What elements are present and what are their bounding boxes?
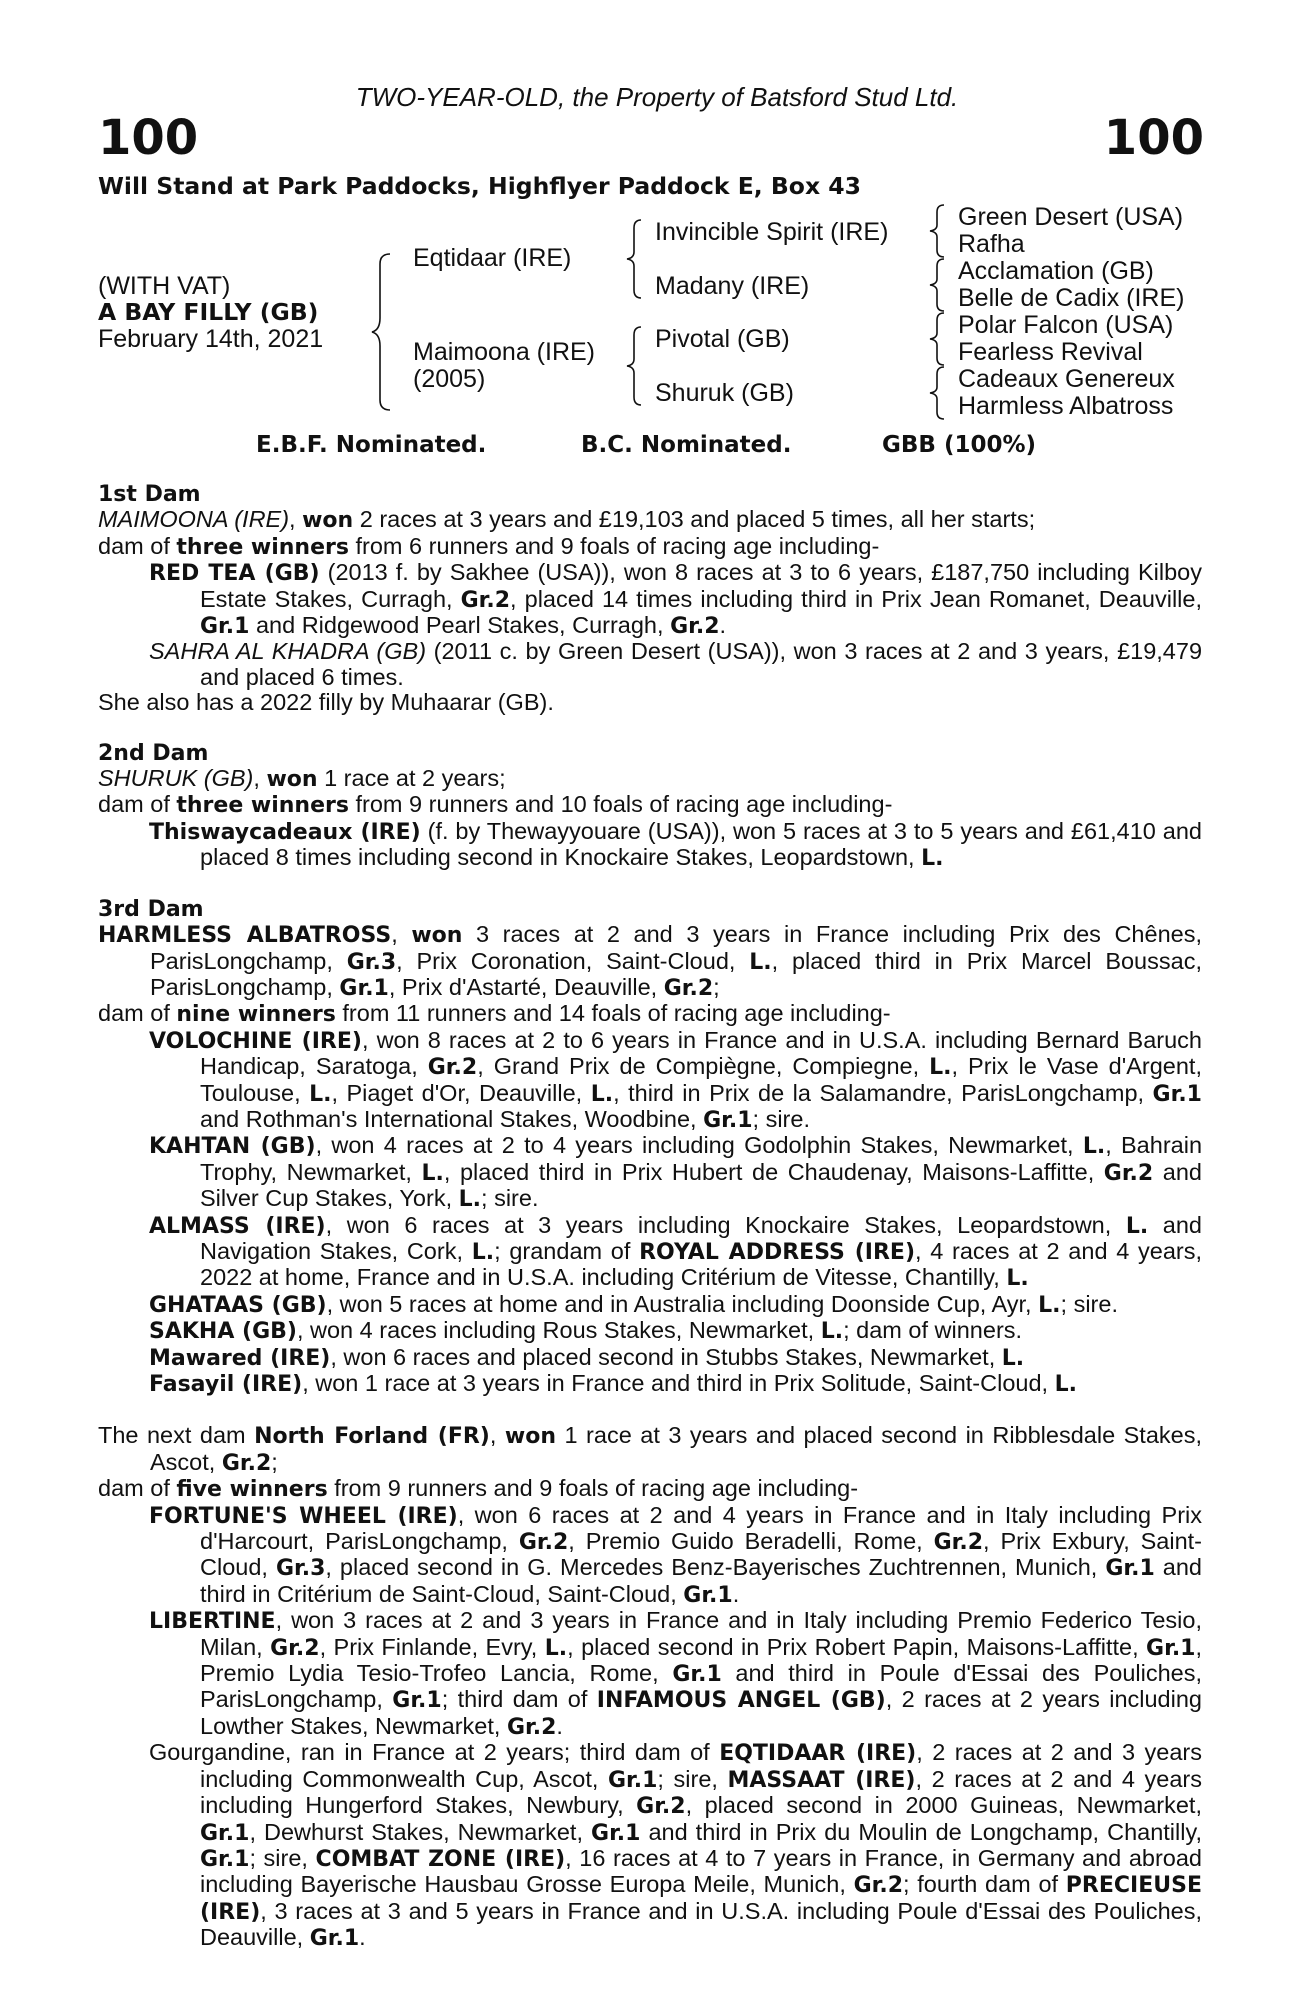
first-dam-record: MAIMOONA (IRE), won 2 races at 3 years and £19,103 and placed 5 times, all her starts; [98,506,1036,534]
horse-name: A BAY FILLY (GB) [98,298,319,326]
dam-year: (2005) [413,365,486,393]
granddam-6: Fearless Revival [958,338,1143,366]
pedigree-brace-g4 [928,365,948,421]
pedigree-brace-dam [625,325,645,407]
ebf-nomination: E.B.F. Nominated. [256,432,487,458]
sire-dam: Madany (IRE) [655,272,810,300]
progeny-entry: VOLOCHINE (IRE), won 8 races at 2 to 6 years in France and in U.S.A. including Bernard Baruch Handicap, Saratoga, Gr.2, Grand Prix de Compiègne, Compiegne, L., Prix le Vase d'Argent, Toulouse, L., Piaget d'Or, Deauville, L., third in Prix de la Salamandre, ParisLongchamp, Gr.1 and Rothman's International Stakes, Woodbine, Gr.1; sire. [149,1026,1202,1133]
bc-nomination: B.C. Nominated. [581,432,792,458]
progeny-entry: RED TEA (GB) (2013 f. by Sakhee (USA)), won 8 races at 3 to 6 years, £187,750 including Kilboy Estate Stakes, Curragh, Gr.2, placed 14 times including third in Prix Jean Romanet, Deauville, Gr.1 and Ridgewood Pearl Stakes, Curragh, Gr.2. [149,559,1203,640]
second-dam-record: SHURUK (GB), won 1 race at 2 years; [98,765,506,793]
progeny-entry: SAKHA (GB), won 4 races including Rous Stakes, Newmarket, L.; dam of winners. [149,1317,1023,1345]
progeny-entry: Mawared (IRE), won 6 races and placed second in Stubbs Stakes, Newmarket, L. [149,1343,1025,1371]
progeny-entry: GHATAAS (GB), won 5 races at home and in Australia including Doonside Cup, Ayr, L.; sire. [149,1290,1118,1318]
gbb-rating: GBB (100%) [882,432,1037,458]
progeny-entry: Gourgandine, ran in France at 2 years; third dam of EQTIDAAR (IRE), 2 races at 2 and 3 years including Commonwealth Cup, Ascot, Gr.1; sire, MASSAAT (IRE), 2 races at 2 and 4 years including Hungerford Stakes, Newbury, Gr.2, placed second in 2000 Guineas, Newmarket, Gr.1, Dewhurst Stakes, Newmarket, Gr.1 and third in Prix du Moulin de Longchamp, Chantilly, Gr.1; sire, COMBAT ZONE (IRE), 16 races at 4 to 7 years in France, in Germany and abroad including Bayerische Hausbau Grosse Europa Meile, Munich, Gr.2; fourth dam of PRECIEUSE (IRE), 3 races at 3 and 5 years in France and in U.S.A. including Poule d'Essai des Pouliches, Deauville, Gr.1. [149,1739,1203,1952]
lot-number-left: 100 [98,110,199,166]
next-dam-produce-summary: dam of five winners from 9 runners and 9 foals of racing age including- [98,1475,859,1503]
pedigree-brace-main [370,252,394,412]
dam-name: Maimoona (IRE) [413,338,595,366]
foaling-date: February 14th, 2021 [98,325,324,353]
granddam-2: Rafha [958,230,1025,258]
progeny-entry: Fasayil (IRE), won 1 race at 3 years in France and third in Prix Solitude, Saint-Cloud, L. [149,1370,1077,1397]
progeny-entry: KAHTAN (GB), won 4 races at 2 to 4 years including Godolphin Stakes, Newmarket, L., Bahrain Trophy, Newmarket, L., placed third in Prix Hubert de Chaudenay, Maisons-Laffitte, Gr.2 and Silver Cup Stakes, York, L.; sire. [149,1132,1203,1213]
stand-location: Will Stand at Park Paddocks, Highflyer Paddock E, Box 43 [98,172,861,200]
sire-sire: Invincible Spirit (IRE) [655,218,889,246]
catalogue-body [98,482,1202,1952]
vat-label: (WITH VAT) [98,272,231,300]
second-dam-produce-summary: dam of three winners from 9 runners and 10 foals of racing age including- [98,791,893,819]
pedigree-brace-g2 [928,257,948,313]
pedigree-brace-g1 [928,203,948,259]
progeny-entry: FORTUNE'S WHEEL (IRE), won 6 races at 2 and 4 years in France and in Italy including Prix d'Harcourt, ParisLongchamp, Gr.2, Premio Guido Beradelli, Rome, Gr.2, Prix Exbury, Saint-Cloud, Gr.3, placed second in G. Mercedes Benz-Bayerisches Zuchtrennen, Munich, Gr.1 and third in Critérium de Saint-Cloud, Saint-Cloud, Gr.1. [149,1501,1203,1608]
third-dam-produce-summary: dam of nine winners from 11 runners and 14 foals of racing age including- [98,1000,891,1028]
third-dam-record: HARMLESS ALBATROSS, won 3 races at 2 and 3 years in France including Prix des Chênes, ParisLongchamp, Gr.3, Prix Coronation, Saint-Cloud, L., placed third in Prix Marcel Boussac, ParisLongchamp, Gr.1, Prix d'Astarté, Deauville, Gr.2; [98,921,1202,1001]
second-dam-heading: 2nd Dam [98,740,209,766]
dam-sire: Pivotal (GB) [655,325,790,353]
granddam-8: Harmless Albatross [958,392,1174,420]
grandsire-5: Polar Falcon (USA) [958,311,1174,339]
lot-number-right: 100 [1103,110,1204,166]
progeny-entry: Thiswaycadeaux (IRE) (f. by Thewayyouare (USA)), won 5 races at 3 to 5 years and £61,410 and placed 8 times including second in Knockaire Stakes, Leopardstown, L. [149,817,1202,872]
grandsire-1: Green Desert (USA) [958,203,1184,231]
first-dam-produce-summary: dam of three winners from 6 runners and 9 foals of racing age including- [98,532,880,560]
progeny-entry: ALMASS (IRE), won 6 races at 3 years including Knockaire Stakes, Leopardstown, L. and Navigation Stakes, Cork, L.; grandam of ROYAL ADDRESS (IRE), 4 races at 2 and 4 years, 2022 at home, France and in U.S.A. including Critérium de Vitesse, Chantilly, L. [149,1211,1202,1292]
first-dam-note: She also has a 2022 filly by Muhaarar (GB). [98,689,554,716]
dam-dam: Shuruk (GB) [655,379,794,407]
third-dam-heading: 3rd Dam [98,896,204,922]
pedigree-brace-g3 [928,311,948,367]
sire-name: Eqtidaar (IRE) [413,244,572,272]
granddam-4: Belle de Cadix (IRE) [958,284,1185,312]
page-subtitle: TWO-YEAR-OLD, the Property of Batsford Stud Ltd. [355,82,959,112]
grandsire-3: Acclamation (GB) [958,257,1154,285]
next-dam-record: The next dam North Forland (FR), won 1 race at 3 years and placed second in Ribblesdale Stakes, Ascot, Gr.2; [98,1422,1203,1476]
progeny-entry: SAHRA AL KHADRA (GB) (2011 c. by Green Desert (USA)), won 3 races at 2 and 3 years, £19,479 and placed 6 times. [149,638,1203,690]
grandsire-7: Cadeaux Genereux [958,365,1175,393]
first-dam-heading: 1st Dam [98,482,201,507]
pedigree-brace-sire [625,218,645,300]
progeny-entry: LIBERTINE, won 3 races at 2 and 3 years in France and in Italy including Premio Federico Tesio, Milan, Gr.2, Prix Finlande, Evry, L., placed second in Prix Robert Papin, Maisons-Laffitte, Gr.1, Premio Lydia Tesio-Trofeo Lancia, Rome, Gr.1 and third in Poule d'Essai des Pouliches, ParisLongchamp, Gr.1; third dam of INFAMOUS ANGEL (GB), 2 races at 2 years including Lowther Stakes, Newmarket, Gr.2. [149,1607,1203,1740]
